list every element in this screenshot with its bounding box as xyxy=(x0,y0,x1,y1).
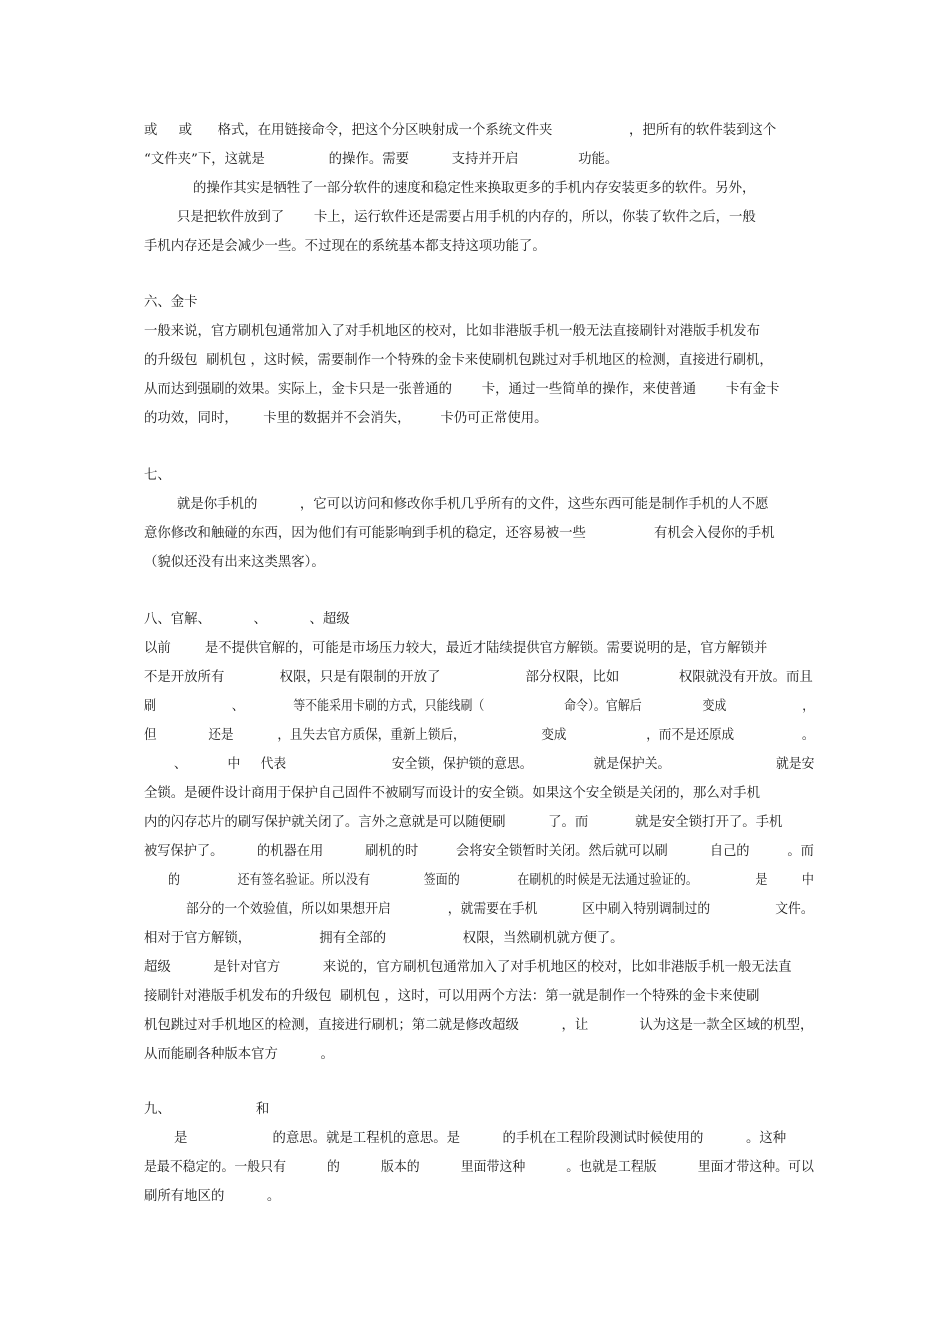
text-line: 或 或 格式，在用链接命令，把这个分区映射成一个系统文件夹 ，把所有的软件装到这个 xyxy=(144,123,777,138)
text-line: “文件夹”下，这就是 的操作。需要 支持并开启 功能。 xyxy=(144,152,619,167)
section-heading: 六、金卡 xyxy=(144,295,198,310)
text-line: 相对于官方解锁， 拥有全部的 权限，当然刷机就方便了。 xyxy=(144,931,624,946)
text-line: 是最不稳定的。一般只有 的 版本的 里面带这种 。也就是工程版 里面才带这种。可以 xyxy=(144,1160,814,1175)
text-line: 从而能刷各种版本官方 。 xyxy=(144,1047,334,1062)
text-line: 不是开放所有 权限，只是有限制的开放了 部分权限，比如 权限就没有开放。而且 xyxy=(144,670,813,685)
text-line: 就是你手机的 ，它可以访问和修改你手机几乎所有的文件，这些东西可能是制作手机的人不愿 xyxy=(177,497,769,512)
text-line: 超级 是针对官方 来说的，官方刷机包通常加入了对手机地区的校对，比如非港版手机一般无法直 xyxy=(144,960,792,975)
text-line: 但 还是 ，且失去官方质保，重新上锁后， 变成 ，而不是还原成 。 xyxy=(144,728,815,743)
section-heading: 八、官解、 、 、超级 xyxy=(144,612,350,627)
text-line: 手机内存还是会减少一些。不过现在的系统基本都支持这项功能了。 xyxy=(144,239,546,254)
text-line: 机包跳过对手机地区的检测，直接进行刷机；第二就是修改超级 ，让 认为这是一款全区域的机型， xyxy=(144,1018,814,1033)
text-line: 全锁。是硬件设计商用于保护自己固件不被刷写而设计的安全锁。如果这个安全锁是关闭的，那么对手机 xyxy=(144,786,760,801)
text-line: 刷所有地区的 。 xyxy=(144,1189,281,1204)
text-line: 接刷针对港版手机发布的升级包 刷机包 ，这时，可以用两个方法：第一就是制作一个特殊的金卡来使刷 xyxy=(144,989,760,1004)
section-heading: 九、 和 xyxy=(144,1102,270,1117)
text-line: 的操作其实是牺牲了一部分软件的速度和稳定性来换取更多的手机内存安装更多的软件。另外， xyxy=(193,181,756,196)
text-line: 被写保护了。 的机器在用 刷机的时 会将安全锁暂时关闭。然后就可以刷 自己的 。而 xyxy=(144,844,814,859)
text-line: 的 还有签名验证。所以没有 签面的 在刷机的时候是无法通过验证的。 是 中 xyxy=(168,873,814,888)
text-line: 只是把软件放到了 卡上，运行软件还是需要占用手机的内存的，所以，你装了软件之后，一般 xyxy=(177,210,756,225)
text-line: （貌似还没有出来这类黑客）。 xyxy=(144,555,325,570)
text-line: 是 的意思。就是工程机的意思。是 的手机在工程阶段测试时候使用的 。这种 xyxy=(174,1131,787,1146)
text-line: 以前 是不提供官解的，可能是市场压力较大，最近才陆续提供官方解锁。需要说明的是，官方解锁并 xyxy=(144,641,768,656)
text-line: 内的闪存芯片的刷写保护就关闭了。言外之意就是可以随便刷 了。而 就是安全锁打开了。手机 xyxy=(144,815,783,830)
section-heading: 七、 xyxy=(144,468,171,483)
text-line: 意你修改和触碰的东西，因为他们有可能影响到手机的稳定，还容易被一些 有机会入侵你的手机 xyxy=(144,526,775,541)
text-line: 的功效，同时， 卡里的数据并不会消失， 卡仍可正常使用。 xyxy=(144,411,548,426)
text-line: 的升级包 刷机包 ，这时候，需要制作一个特殊的金卡来使刷机包跳过对手机地区的检测，直接进行刷机， xyxy=(144,353,773,368)
text-line: 部分的一个效验值，所以如果想开启 ，就需要在手机 区中刷入特别调制过的 文件。 xyxy=(186,902,814,917)
text-line: 刷 、 等不能采用卡刷的方式，只能线刷（ 命令）。官解后 变成 ， xyxy=(144,699,815,714)
text-line: 一般来说，官方刷机包通常加入了对手机地区的校对，比如非港版手机一般无法直接刷针对港版手机发布 xyxy=(144,324,760,339)
text-line: 从而达到强刷的效果。实际上，金卡只是一张普通的 卡，通过一些简单的操作，来使普通 卡有金卡 xyxy=(144,382,780,397)
text-line: 、 中 代表 安全锁，保护锁的意思。 就是保护关。 就是安 xyxy=(174,757,815,772)
